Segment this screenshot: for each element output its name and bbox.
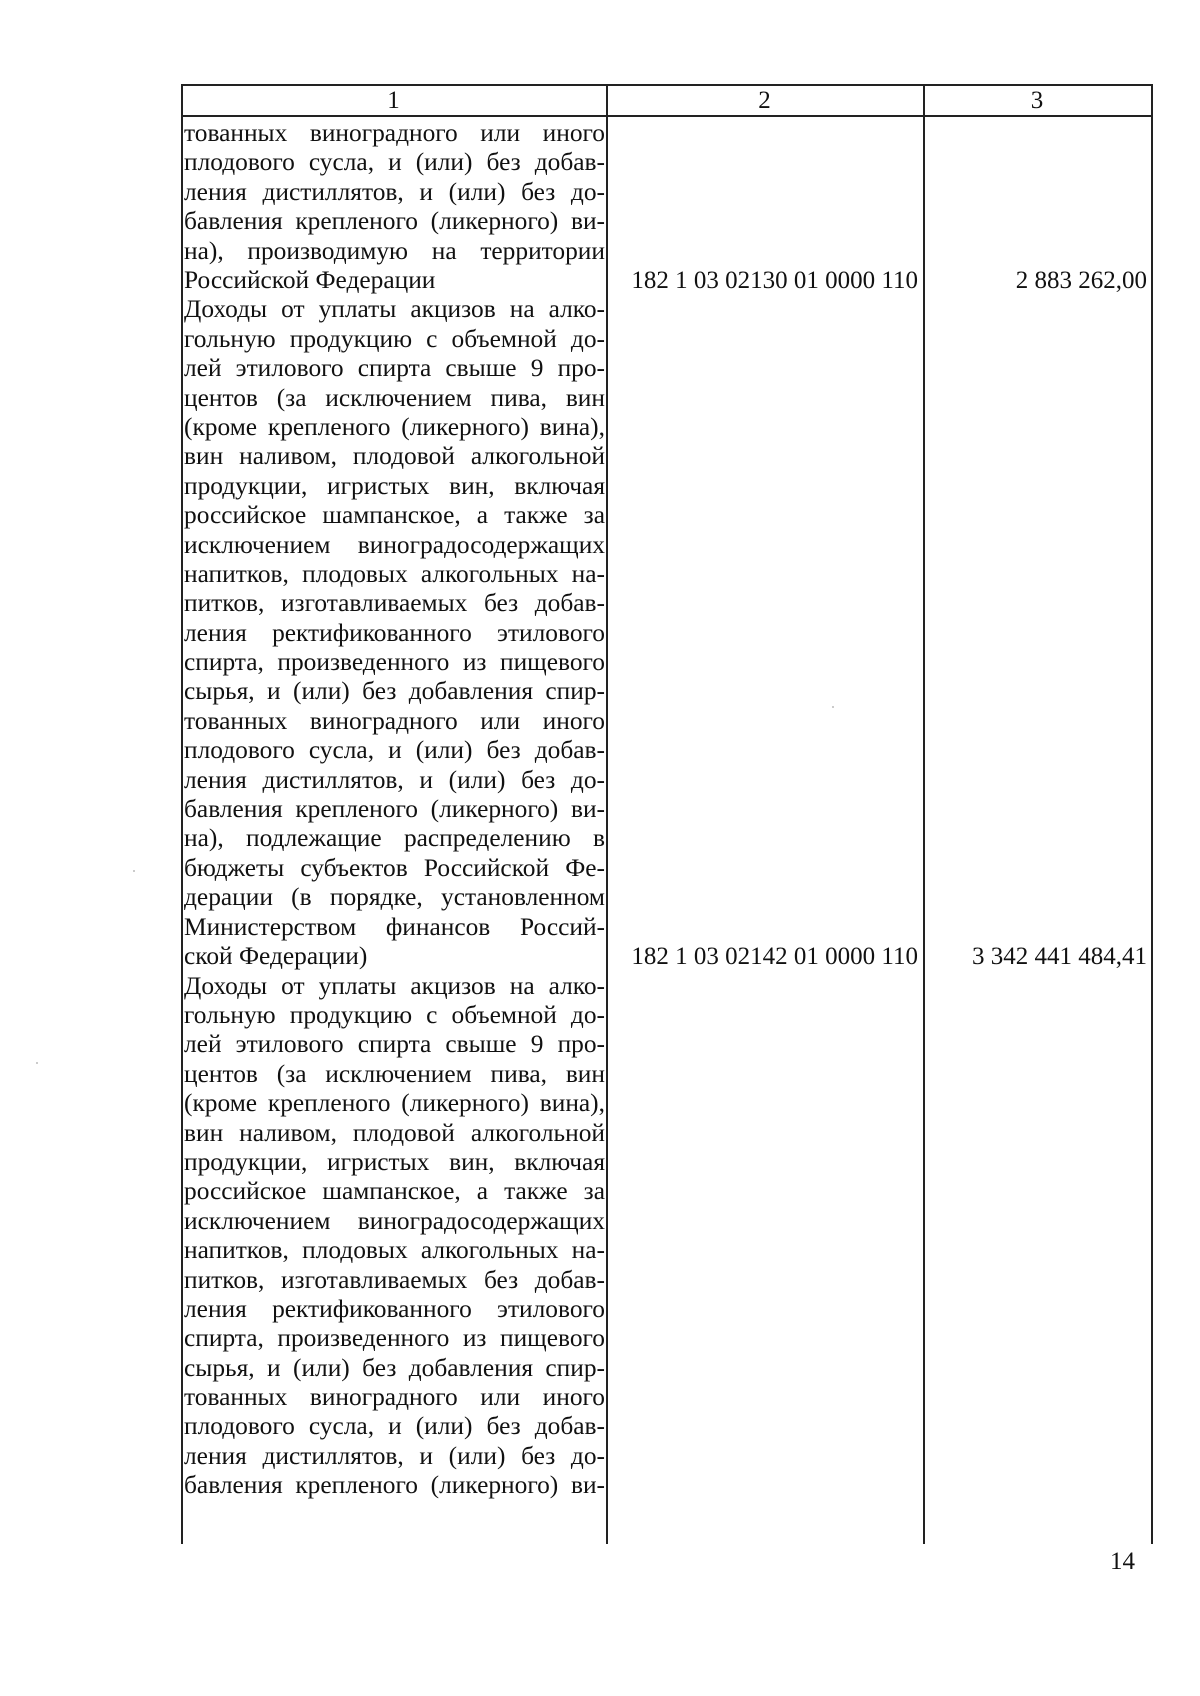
revenue-table xyxy=(181,84,1151,1544)
description-line: на), подлежащие распределению в xyxy=(184,824,605,853)
description-line: ления дистиллятов, и (или) без до- xyxy=(184,177,605,206)
description-line: продукции, игристых вин, включая xyxy=(184,471,605,500)
description-line: дерации (в порядке, установленном xyxy=(184,883,605,912)
scan-speck xyxy=(133,870,135,872)
description-line: гольную продукцию с объемной до- xyxy=(184,1000,605,1029)
description-line: питков, изготавливаемых без добав- xyxy=(184,589,605,618)
table-row-1-code: 182 1 03 02130 01 0000 110 xyxy=(631,267,918,294)
description-line: питков, изготавливаемых без добав- xyxy=(184,1265,605,1294)
table-left-border xyxy=(181,84,183,1544)
description-line: плодового сусла, и (или) без добав- xyxy=(184,148,605,177)
description-line: центов (за исключением пива, вин xyxy=(184,383,605,412)
description-line: Доходы от уплаты акцизов на алко- xyxy=(184,971,605,1000)
scan-speck xyxy=(832,706,834,708)
table-row-2-code: 182 1 03 02142 01 0000 110 xyxy=(631,943,918,970)
description-line: тованных виноградного или иного xyxy=(184,119,605,147)
description-line: бавления крепленого (ликерного) ви- xyxy=(184,1471,605,1500)
description-line: лей этилового спирта свыше 9 про- xyxy=(184,354,605,383)
description-line: Российской Федерации xyxy=(184,265,436,294)
description-line: российское шампанское, а также за xyxy=(184,1177,605,1206)
description-line: (кроме крепленого (ликерного) вина), xyxy=(184,412,605,441)
description-line: продукции, игристых вин, включая xyxy=(184,1147,605,1176)
description-line: сырья, и (или) без добавления спир- xyxy=(184,1353,605,1382)
description-line: напитков, плодовых алкогольных на- xyxy=(184,1236,605,1265)
description-line: ления ректификованного этилового xyxy=(184,1294,605,1323)
table-row-3-description xyxy=(184,972,605,1501)
description-line: спирта, произведенного из пищевого xyxy=(184,648,605,677)
page-number: 14 xyxy=(1110,1548,1135,1575)
description-line: плодового сусла, и (или) без добав- xyxy=(184,1412,605,1441)
description-line: ления дистиллятов, и (или) без до- xyxy=(184,1441,605,1470)
description-line: центов (за исключением пива, вин xyxy=(184,1059,605,1088)
description-line: Министерством финансов Россий- xyxy=(184,912,605,941)
description-line: лей этилового спирта свыше 9 про- xyxy=(184,1030,605,1059)
description-line: (кроме крепленого (ликерного) вина), xyxy=(184,1089,605,1118)
table-right-border xyxy=(1151,84,1153,1544)
description-line: плодового сусла, и (или) без добав- xyxy=(184,736,605,765)
description-line: Доходы от уплаты акцизов на алко- xyxy=(184,295,605,324)
description-line: спирта, произведенного из пищевого xyxy=(184,1324,605,1353)
description-line: российское шампанское, а также за xyxy=(184,501,605,530)
column-header-1: 1 xyxy=(387,87,400,114)
description-line: ления дистиллятов, и (или) без до- xyxy=(184,765,605,794)
table-row-2-description xyxy=(184,295,605,971)
description-line: исключением виноградосодержащих xyxy=(184,1206,605,1235)
description-line: сырья, и (или) без добавления спир- xyxy=(184,677,605,706)
description-line: ления ректификованного этилового xyxy=(184,618,605,647)
scan-speck xyxy=(36,1062,38,1064)
description-line: бавления крепленого (ликерного) ви- xyxy=(184,207,605,236)
description-line: исключением виноградосодержащих xyxy=(184,530,605,559)
description-line: ской Федерации) xyxy=(184,941,368,970)
description-line: тованных виноградного или иного xyxy=(184,706,605,735)
table-column-divider-1 xyxy=(606,84,608,1544)
description-line: вин наливом, плодовой алкогольной xyxy=(184,1118,605,1147)
table-row-2-amount: 3 342 441 484,41 xyxy=(972,943,1147,970)
description-line: напитков, плодовых алкогольных на- xyxy=(184,559,605,588)
table-column-divider-2 xyxy=(923,84,925,1544)
table-row-1-description xyxy=(184,119,605,295)
description-line: на), производимую на территории xyxy=(184,236,605,265)
description-line: гольную продукцию с объемной до- xyxy=(184,324,605,353)
table-row-1-amount: 2 883 262,00 xyxy=(1015,267,1147,294)
column-header-2: 2 xyxy=(758,87,771,114)
description-line: вин наливом, плодовой алкогольной xyxy=(184,442,605,471)
column-header-3: 3 xyxy=(1030,87,1044,114)
description-line: бавления крепленого (ликерного) ви- xyxy=(184,795,605,824)
description-line: бюджеты субъектов Российской Фе- xyxy=(184,853,605,882)
description-line: тованных виноградного или иного xyxy=(184,1383,605,1412)
